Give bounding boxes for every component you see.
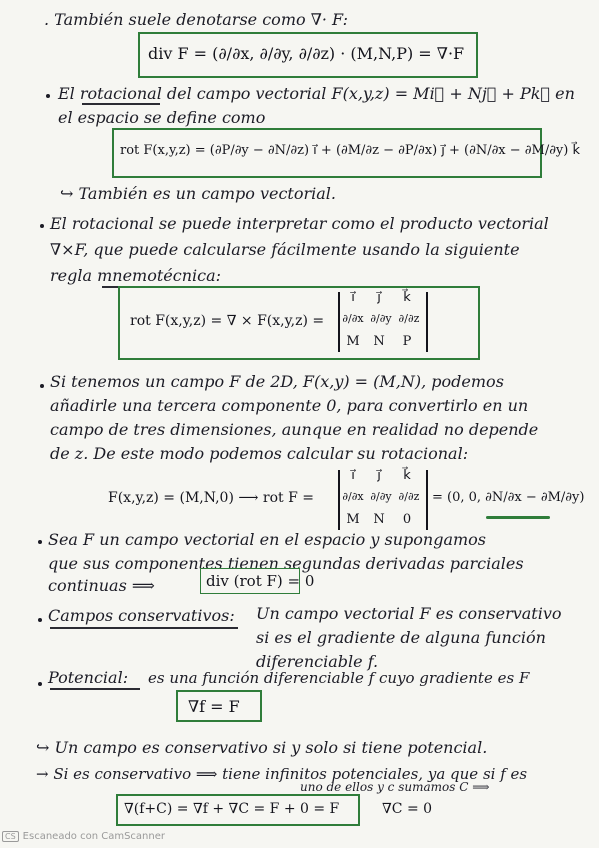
rot-formula: rot F(x,y,z) = (∂P/∂y − ∂N/∂z) i⃗ + (∂M/∂z − ∂P/∂x) j⃗ + (∂N/∂x − ∂M/∂y) k⃗ [120, 143, 581, 158]
line-theorem-2: que sus componentes tienen segundas derivadas parciales [48, 554, 524, 573]
rot-2d-lhs: F(x,y,z) = (M,N,0) ⟶ rot F = [108, 490, 314, 506]
det-cell: i⃗ [351, 468, 355, 483]
div-rot-formula: div (rot F) = 0 [206, 572, 315, 590]
line-2d-4: de z. De este modo podemos calcular su rotacional: [50, 444, 469, 463]
line-2d-2: añadirle una tercera componente 0, para convertirlo en un [50, 396, 529, 415]
line-interpret-1: El rotacional se puede interpretar como el producto vectorial [50, 214, 549, 233]
gradient-potential-formula: ∇f = F [188, 697, 240, 716]
camscanner-text: Escaneado con CamScanner [22, 831, 165, 842]
line-iff: ↪ Un campo es conservativo si y solo si tiene potencial. [36, 738, 488, 757]
scanner-watermark [2, 831, 165, 842]
det-cell: ∂/∂y [370, 490, 392, 503]
det-right-bar [426, 470, 428, 530]
det-cell: ∂/∂y [370, 312, 392, 325]
underline-rotacional [82, 103, 160, 105]
underline-potential [50, 688, 140, 690]
rot-determinant-lhs: rot F(x,y,z) = ∇ × F(x,y,z) = [130, 313, 325, 329]
line-rot-def-2: el espacio se define como [58, 108, 266, 127]
divergence-formula: div F = (∂/∂x, ∂/∂y, ∂/∂z) · (M,N,P) = ∇·F [148, 44, 465, 63]
determinant-3x3-2d [338, 468, 438, 532]
line-interpret-2: ∇×F, que puede calcularse fácilmente usando la siguiente [50, 240, 520, 259]
line-infinite-1: → Si es conservativo ⟹ tiene infinitos potenciales, ya que si f es [36, 765, 528, 783]
bullet [40, 224, 44, 228]
line-conservative-2: si es el gradiente de alguna función [256, 628, 546, 647]
line-2d-1: Si tenemos un campo F de 2D, F(x,y) = (M,N), podemos [50, 372, 504, 391]
det-cell: M [346, 512, 360, 527]
term-conservative: Campos conservativos: [48, 606, 235, 625]
det-cell: ∂/∂x [342, 490, 364, 503]
det-cell: M [346, 334, 360, 349]
det-cell: N [373, 334, 385, 349]
det-cell: 0 [402, 512, 412, 527]
det-cell: j⃗ [377, 468, 381, 483]
det-cell: ∂/∂z [398, 490, 420, 503]
line-also-vector-field: ↪ También es un campo vectorial. [60, 184, 336, 203]
line-conservative-1: Un campo vectorial F es conservativo [256, 604, 562, 623]
underline-conservative [50, 627, 238, 629]
det-cell: k⃗ [403, 468, 411, 483]
gradient-constant-note: ∇C = 0 [382, 801, 433, 817]
line-interpret-3: regla mnemotécnica: [50, 266, 222, 285]
bullet [38, 540, 42, 544]
det-cell: ∂/∂x [342, 312, 364, 325]
det-cell: i⃗ [351, 290, 355, 305]
bullet [40, 384, 44, 388]
result-underline [486, 516, 550, 519]
line-potential: es una función diferenciable f cuyo gradiente es F [148, 669, 530, 687]
line-rot-def-1: El rotacional del campo vectorial F(x,y,z) = Mi⃗ + Nj⃗ + Pk⃗ en [58, 84, 575, 103]
term-potential: Potencial: [48, 668, 129, 687]
line-2d-3: campo de tres dimensiones, aunque en realidad no depende [50, 420, 539, 439]
line-div-notation: . También suele denotarse como ∇· F: [44, 10, 348, 29]
bullet [46, 94, 50, 98]
line-conservative-3: diferenciable f. [256, 652, 379, 671]
det-cell: N [373, 512, 385, 527]
det-cell: k⃗ [403, 290, 411, 305]
camscanner-badge: CS [2, 831, 19, 842]
det-cell: P [402, 334, 412, 349]
det-cell: j⃗ [377, 290, 381, 305]
gradient-constant-formula: ∇(f+C) = ∇f + ∇C = F + 0 = F [124, 801, 340, 817]
rot-2d-result: = (0, 0, ∂N/∂x − ∂M/∂y) [432, 490, 585, 505]
line-theorem-1: Sea F un campo vectorial en el espacio y supongamos [48, 530, 487, 549]
line-theorem-3: continuas ⟹ [48, 576, 155, 595]
det-cell: ∂/∂z [398, 312, 420, 325]
bullet [38, 682, 42, 686]
bullet [38, 618, 42, 622]
det-right-bar [426, 292, 428, 352]
determinant-3x3 [338, 290, 438, 354]
line-infinite-2: uno de ellos y c sumamos C ⟹ [300, 780, 490, 794]
